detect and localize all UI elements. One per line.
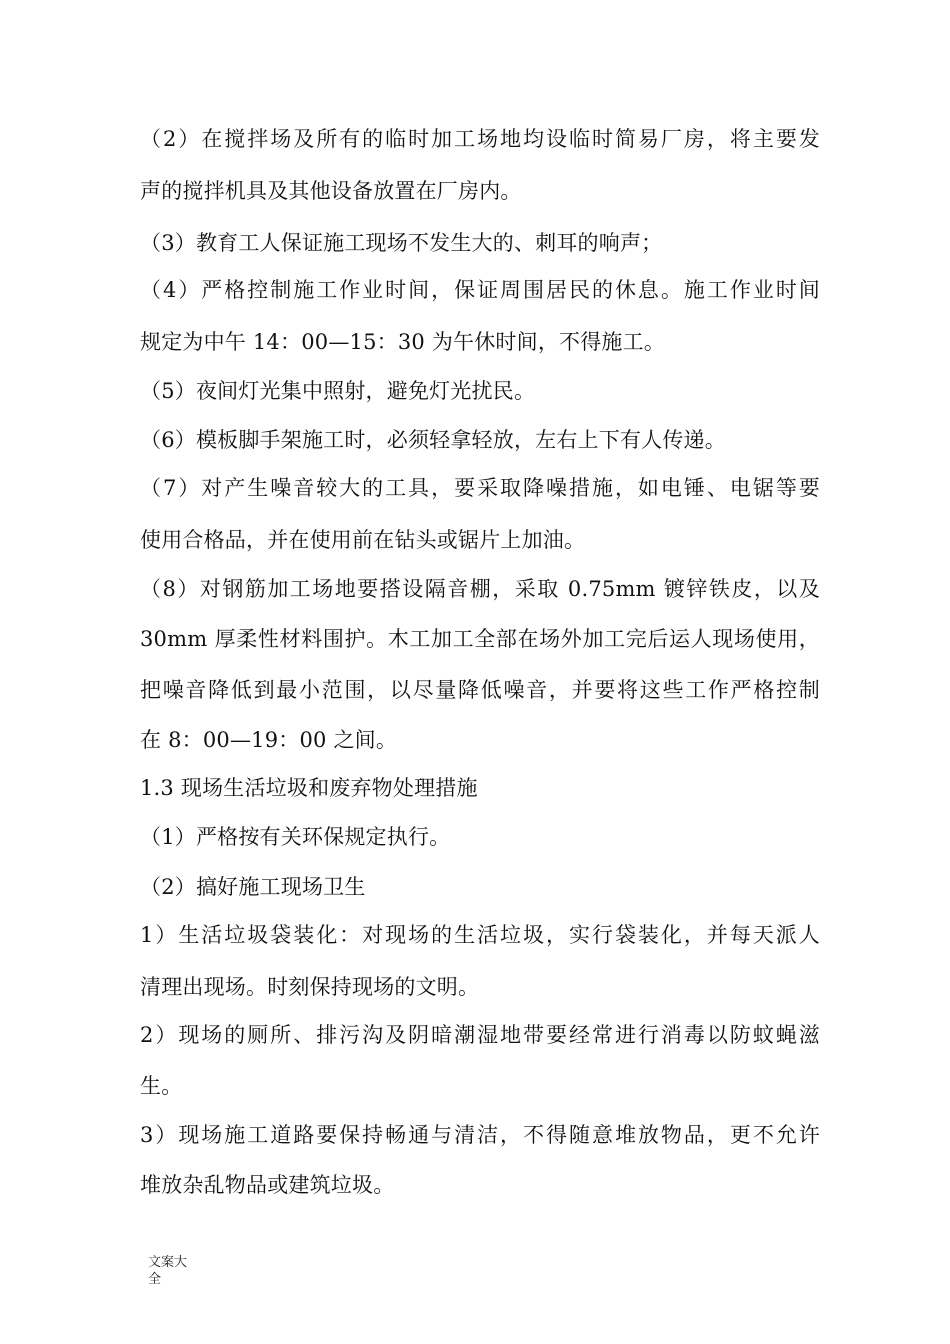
paragraph-line: （4）严格控制施工作业时间，保证周围居民的休息。施工作业时间 xyxy=(140,278,820,302)
footer-line: 文案大 xyxy=(148,1255,188,1270)
paragraph-line: 30mm 厚柔性材料围护。木工加工全部在场外加工完后运人现场使用， xyxy=(140,627,820,651)
paragraph-line: （2）搞好施工现场卫生 xyxy=(140,875,366,899)
paragraph-line: 清理出现场。时刻保持现场的文明。 xyxy=(140,975,480,999)
paragraph-line: 声的搅拌机具及其他设备放置在厂房内。 xyxy=(140,179,522,203)
paragraph-line: 堆放杂乱物品或建筑垃圾。 xyxy=(140,1173,395,1197)
footer-line: 全 xyxy=(148,1272,162,1287)
paragraph-line: （8）对钢筋加工场地要搭设隔音棚，采取 0.75mm 镀锌铁皮，以及 xyxy=(140,577,820,601)
paragraph-line: （6）模板脚手架施工时，必须轻拿轻放，左右上下有人传递。 xyxy=(140,428,726,452)
paragraph-line: 使用合格品，并在使用前在钻头或锯片上加油。 xyxy=(140,528,586,552)
paragraph-line: 在 8：00—19：00 之间。 xyxy=(140,728,398,752)
paragraph-line: 生。 xyxy=(140,1074,183,1098)
paragraph-line: 把噪音降低到最小范围，以尽量降低噪音，并要将这些工作严格控制 xyxy=(140,678,820,702)
section-heading: 1.3 现场生活垃圾和废弃物处理措施 xyxy=(140,776,478,800)
paragraph-line: （1）严格按有关环保规定执行。 xyxy=(140,825,451,849)
paragraph-line: （7）对产生噪音较大的工具，要采取降噪措施，如电锤、电锯等要 xyxy=(140,476,820,500)
paragraph-line: 1）生活垃圾袋装化：对现场的生活垃圾，实行袋装化，并每天派人 xyxy=(140,923,820,947)
paragraph-line: 2）现场的厕所、排污沟及阴暗潮湿地带要经常进行消毒以防蚊蝇滋 xyxy=(140,1023,820,1047)
paragraph-line: （2）在搅拌场及所有的临时加工场地均设临时简易厂房，将主要发 xyxy=(140,127,820,151)
paragraph-line: 规定为中午 14：00—15：30 为午休时间，不得施工。 xyxy=(140,330,666,354)
paragraph-line: （5）夜间灯光集中照射，避免灯光扰民。 xyxy=(140,379,536,403)
paragraph-line: （3）教育工人保证施工现场不发生大的、刺耳的响声； xyxy=(140,231,663,255)
paragraph-line: 3）现场施工道路要保持畅通与清洁，不得随意堆放物品，更不允许 xyxy=(140,1123,820,1147)
page-footer xyxy=(148,1254,192,1288)
